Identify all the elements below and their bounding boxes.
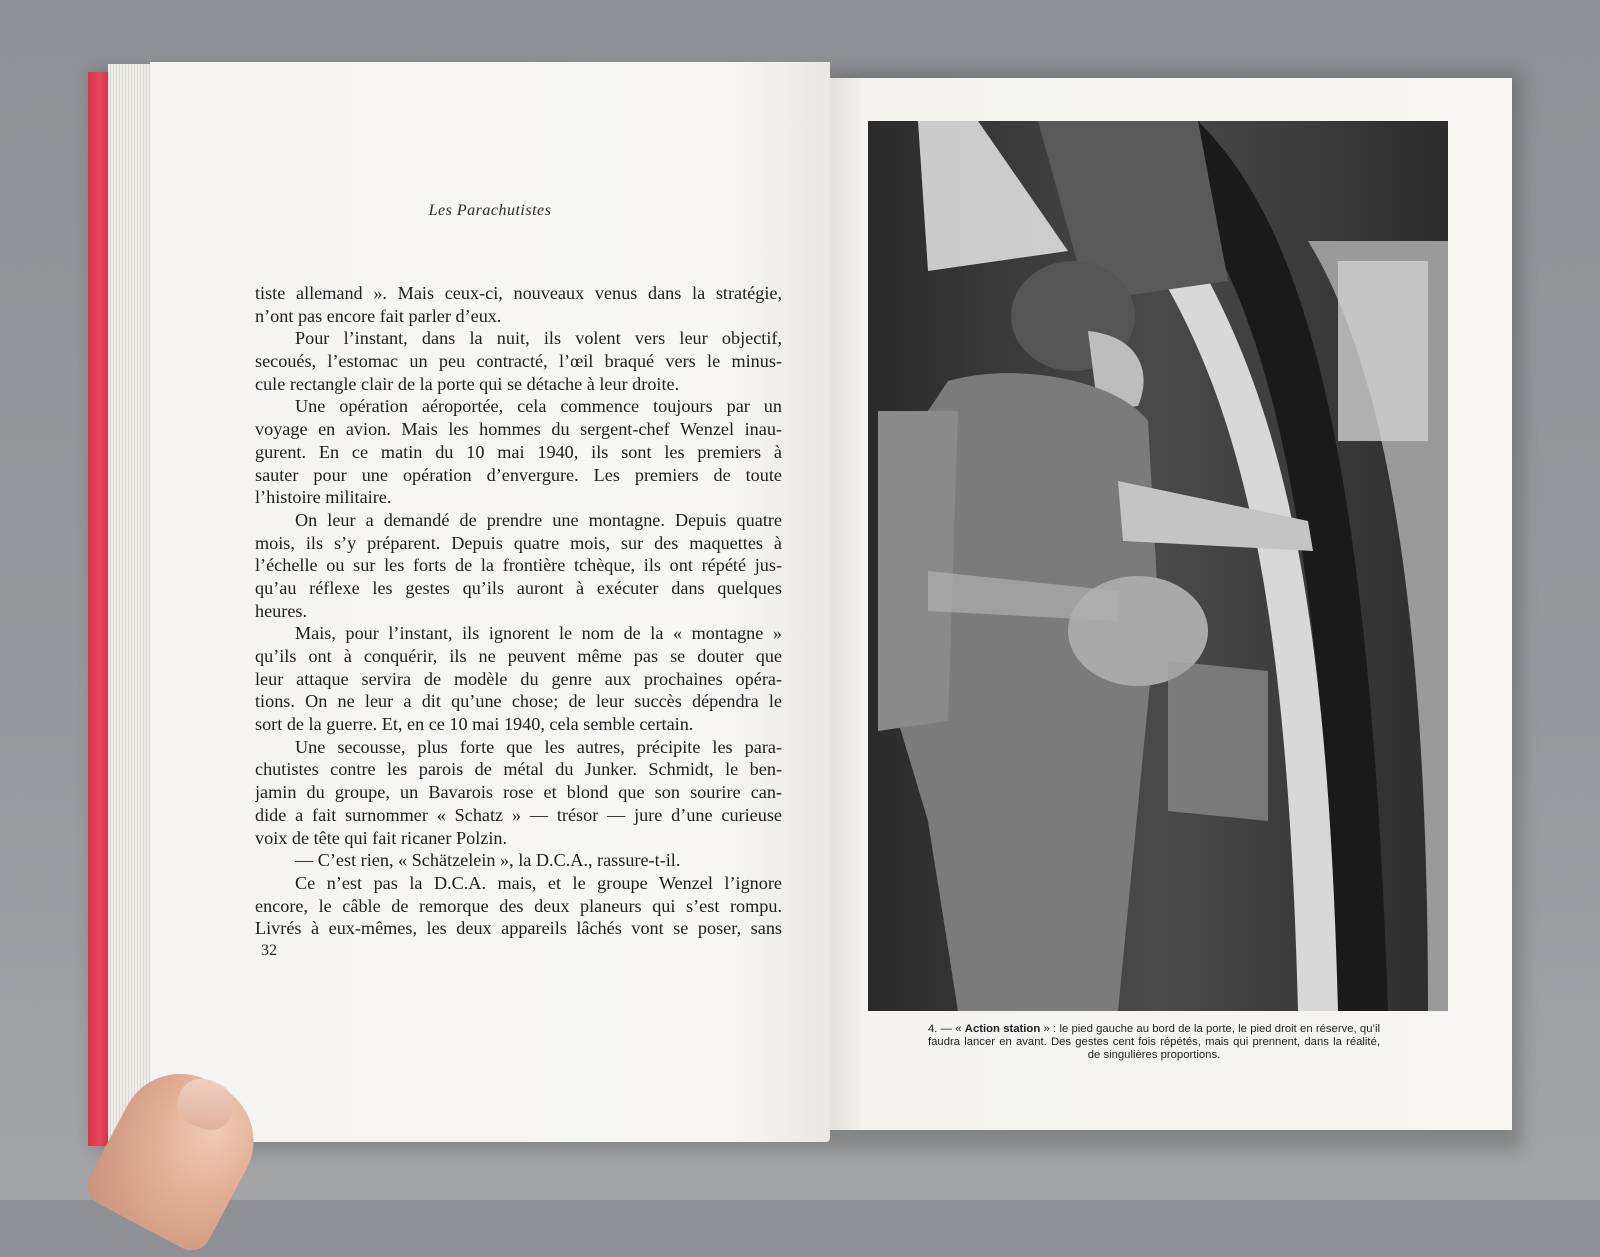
text-line: Ce n’est pas la D.C.A. mais, et le groupe Wenzel l’ignore [295,872,782,893]
text-line: n’ont pas encore fait parler d’eux. [255,305,502,326]
left-page [150,62,830,1142]
text-line: sort de la guerre. Et, en ce 10 mai 1940, cela semble certain. [255,714,694,735]
text-line: heures. [255,600,308,621]
text-line: l’échelle ou sur les forts de la frontière tchèque, ils ont répété jus- [255,555,782,576]
text-line: tiste allemand ». Mais ceux-ci, nouveaux venus dans la stratégie, [255,283,782,303]
text-line: mois, ils s’y préparent. Depuis quatre mois, sur des maquettes à [255,532,782,553]
text-line: leur attaque servira de modèle du genre aux prochaines opéra- [255,668,782,689]
text-line: chutistes contre les parois de métal du Junker. Schmidt, le ben- [255,759,782,780]
running-head: Les Parachutistes [428,202,552,219]
text-line: voyage en avion. Mais les hommes du sergent-chef Wenzel inau- [255,419,782,440]
text-line: On leur a demandé de prendre une montagne. Depuis quatre [295,509,782,530]
text-line: tions. On ne leur a dit qu’une chose; de leur succès dépendra le [255,691,782,712]
text-line: Une secousse, plus forte que les autres, précipite les para- [295,736,782,757]
text-line: Une opération aéroportée, cela commence toujours par un [295,396,782,417]
text-line: — C’est rien, « Schätzelein », la D.C.A., rassure-t-il. [295,850,681,871]
text-line: encore, le câble de remorque des deux planeurs qui s’est rompu. [255,895,782,916]
paratrooper-photo [868,121,1448,1011]
text-line: secoués, l’estomac un peu contracté, l’œil braqué vers le minus- [255,351,782,372]
page-number: 32 [261,942,277,959]
text-line: qu’au réflexe les gestes qu’ils auront à exécuter dans quelques [255,577,782,598]
text-line: l’histoire militaire. [255,487,392,508]
text-line: sauter pour une opération d’envergure. Les premiers de toute [255,464,782,485]
text-line: Livrés à eux-mêmes, les deux appareils lâchés vont se poser, sans [255,918,782,939]
body-text [255,282,782,940]
text-line: voix de tête qui fait ricaner Polzin. [255,827,508,848]
text-line: gurent. En ce matin du 10 mai 1940, ils sont les premiers à [255,441,782,462]
caption-text: » : le pied gauche au bord de la porte, le pied droit en réserve, qu’il faudra lancer en avant. Des gestes cent fois répétés, mais qui prennent, dans la réalité, de singulières proportions. [928,1023,1381,1061]
photo-caption [928,1023,1380,1062]
text-line: qu’ils ont à conquérir, ils ne peuvent même pas se douter que [255,646,782,666]
text-line: Pour l’instant, dans la nuit, ils volent vers leur objectif, [295,328,782,349]
caption-number: 4. — « [928,1023,962,1035]
right-page [830,78,1512,1130]
text-line: dide a fait surnommer « Schatz » — trésor — jure d’une curieuse [255,804,782,825]
text-line: jamin du groupe, un Bavarois rose et blond que son sourire can- [255,782,782,803]
text-line: Mais, pour l’instant, ils ignorent le nom de la « montagne » [295,623,782,644]
text-line: cule rectangle clair de la porte qui se détache à leur droite. [255,373,680,394]
caption-title: Action station [964,1023,1041,1035]
